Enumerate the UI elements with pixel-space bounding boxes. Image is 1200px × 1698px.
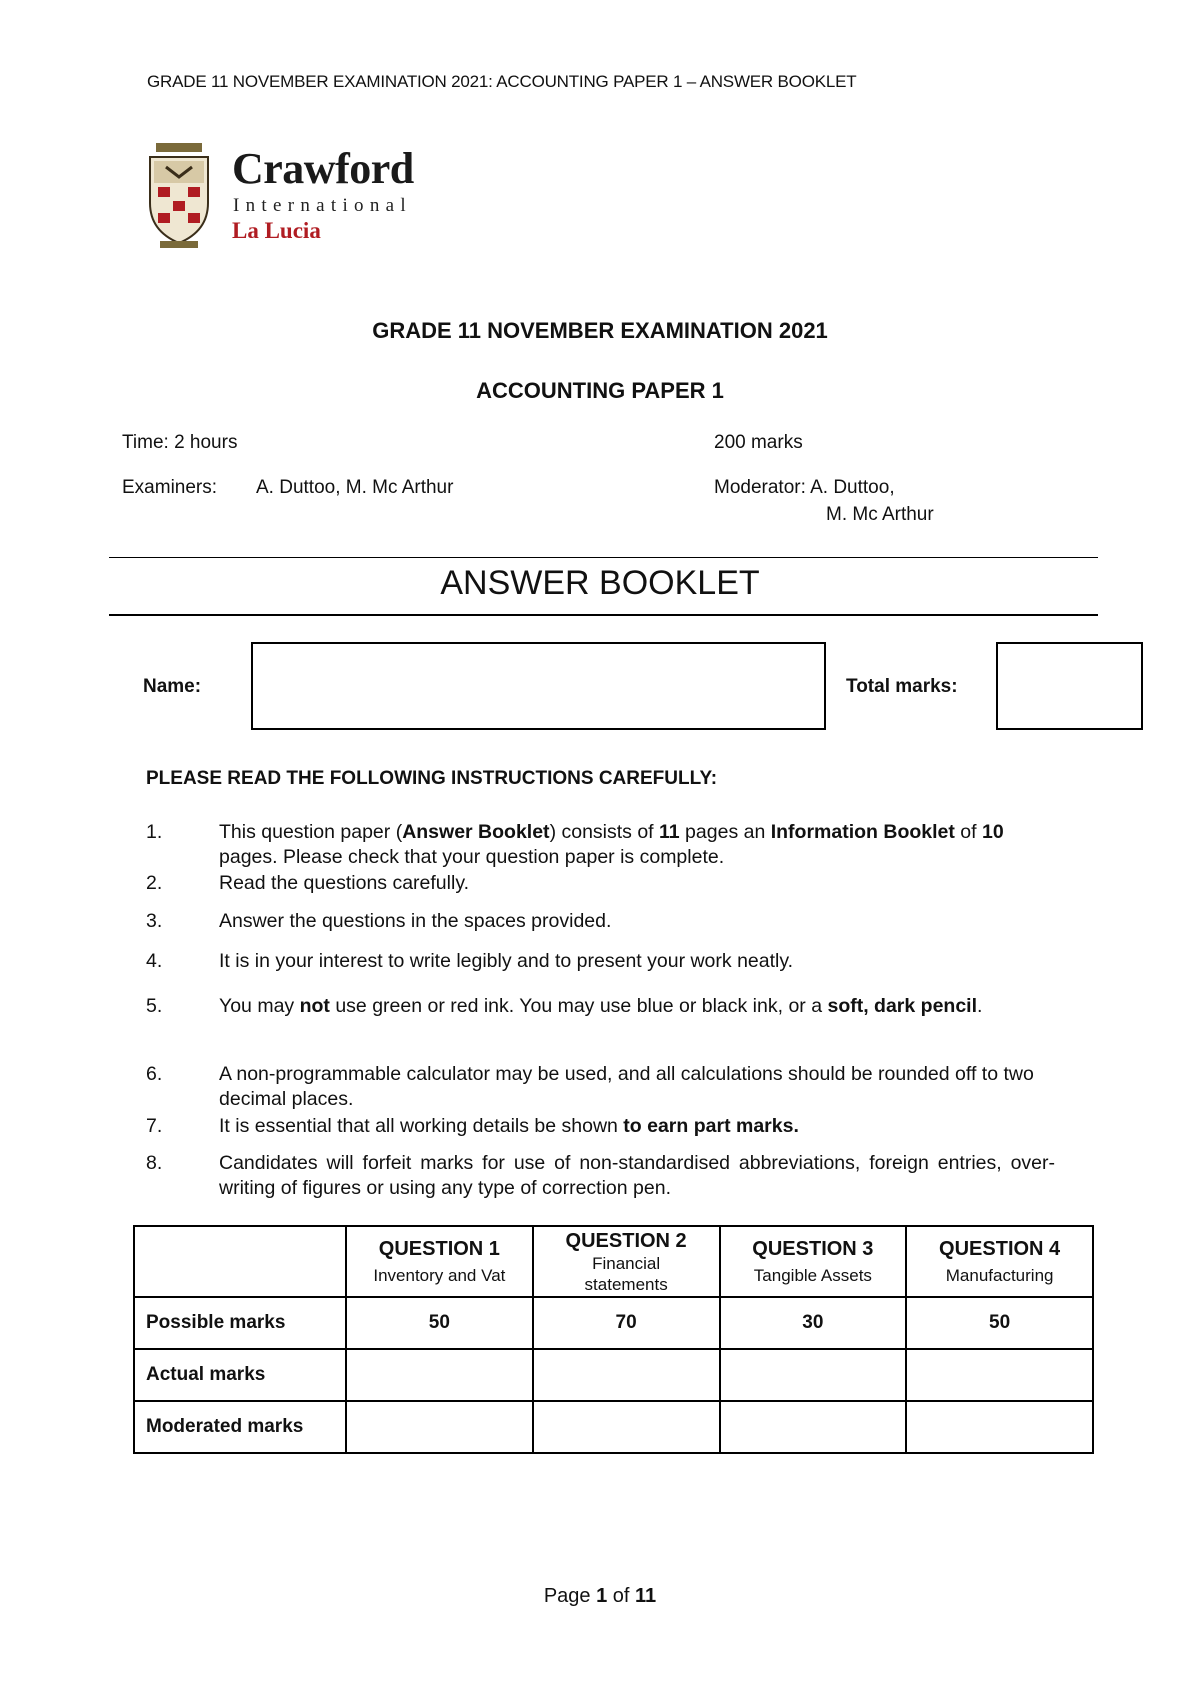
instruction-number: 5.: [146, 995, 163, 1017]
instruction-text: Answer the questions in the spaces provided.: [219, 910, 612, 932]
running-header: GRADE 11 NOVEMBER EXAMINATION 2021: ACCOUNTING PAPER 1 – ANSWER BOOKLET: [147, 72, 857, 91]
actual-marks-cell[interactable]: [346, 1349, 533, 1401]
instruction-number: 4.: [146, 950, 163, 972]
question-header: QUESTION 3 Tangible Assets: [720, 1226, 907, 1297]
page-footer: [0, 1585, 1200, 1608]
moderated-marks-cell[interactable]: [346, 1401, 533, 1453]
question-header: QUESTION 2 Financial statements: [533, 1226, 720, 1297]
instruction-text: You may not use green or red ink. You may use blue or black ink, or a soft, dark pencil.: [219, 995, 983, 1017]
table-row: [134, 1297, 1093, 1349]
exam-title: GRADE 11 NOVEMBER EXAMINATION 2021: [372, 318, 828, 343]
question-header: QUESTION 4 Manufacturing: [906, 1226, 1093, 1297]
table-corner-cell: [134, 1226, 346, 1297]
possible-marks-cell: 50: [346, 1297, 533, 1349]
school-logo: [146, 143, 431, 248]
moderator-line-2: M. Mc Arthur: [826, 504, 934, 525]
instruction-text: It is essential that all working details be shown to earn part marks.: [219, 1115, 799, 1137]
instructions-heading: PLEASE READ THE FOLLOWING INSTRUCTIONS CAREFULLY:: [146, 768, 718, 789]
total-marks-field[interactable]: [996, 642, 1143, 730]
page-total: 11: [635, 1585, 657, 1607]
brand-name: Crawford: [232, 144, 414, 193]
possible-marks-cell: 30: [720, 1297, 907, 1349]
moderated-marks-cell[interactable]: [906, 1401, 1093, 1453]
divider-top: [109, 557, 1098, 558]
table-header-row: [134, 1226, 1093, 1297]
possible-marks-cell: 70: [533, 1297, 720, 1349]
instruction-text: Read the questions carefully.: [219, 872, 470, 894]
name-label: Name:: [143, 676, 202, 697]
examiners-names: A. Duttoo, M. Mc Arthur: [256, 477, 454, 498]
brand-subtitle: International: [233, 195, 412, 216]
instruction-text: A non-programmable calculator may be used, and all calculations should be rounded off to two decimal places.: [219, 1063, 1034, 1110]
page-word: Page: [543, 1585, 591, 1607]
table-row: [134, 1349, 1093, 1401]
moderated-marks-cell[interactable]: [533, 1401, 720, 1453]
instruction-text: This question paper (Answer Booklet) consists of 11 pages an Information Booklet of 10 pages. Please check that your question paper is complete.: [219, 821, 1004, 868]
instruction-item: [146, 820, 1058, 870]
divider-bottom: [109, 614, 1098, 616]
moderator-line-1: Moderator: A. Duttoo,: [714, 477, 895, 498]
actual-marks-cell[interactable]: [533, 1349, 720, 1401]
total-marks-available: 200 marks: [714, 432, 803, 453]
total-marks-label: Total marks:: [846, 676, 958, 697]
table-row: [134, 1401, 1093, 1453]
question-header: QUESTION 1 Inventory and Vat: [346, 1226, 533, 1297]
name-field[interactable]: [251, 642, 826, 730]
instruction-number: 1.: [146, 821, 163, 843]
row-label: Actual marks: [134, 1349, 346, 1401]
paper-title: ACCOUNTING PAPER 1: [476, 378, 724, 403]
instruction-text: It is in your interest to write legibly and to present your work neatly.: [219, 950, 794, 972]
instruction-number: 8.: [146, 1152, 163, 1174]
time-allowed: Time: 2 hours: [122, 432, 238, 453]
page-number: 1: [596, 1585, 608, 1607]
instruction-number: 3.: [146, 910, 163, 932]
row-label: Possible marks: [134, 1297, 346, 1349]
instruction-number: 2.: [146, 872, 163, 894]
marks-table: [133, 1225, 1094, 1454]
booklet-title: ANSWER BOOKLET: [440, 564, 760, 602]
examiners-label: Examiners:: [122, 477, 218, 498]
actual-marks-cell[interactable]: [720, 1349, 907, 1401]
school-crest-icon: [146, 143, 212, 248]
instruction-number: 7.: [146, 1115, 163, 1137]
possible-marks-cell: 50: [906, 1297, 1093, 1349]
moderated-marks-cell[interactable]: [720, 1401, 907, 1453]
brand-location: La Lucia: [232, 218, 321, 243]
of-word: of: [612, 1585, 630, 1607]
row-label: Moderated marks: [134, 1401, 346, 1453]
instruction-number: 6.: [146, 1063, 163, 1085]
instruction-text: Candidates will forfeit marks for use of non-standardised abbreviations, foreign entries, over-writing of figures or using any type of correction pen.: [219, 1152, 1055, 1199]
actual-marks-cell[interactable]: [906, 1349, 1093, 1401]
